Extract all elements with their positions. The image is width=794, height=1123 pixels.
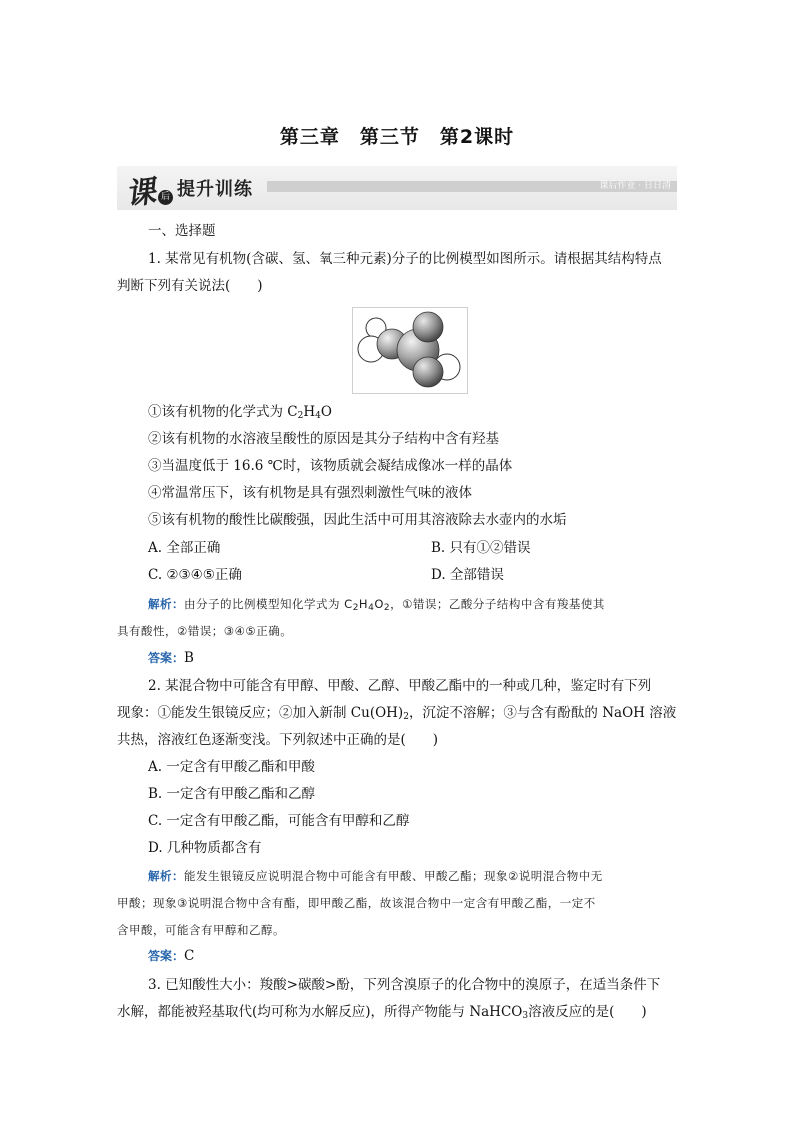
section-banner: [117, 166, 677, 213]
q2-option-b: B. 一定含有甲酸乙酯和乙醇: [148, 786, 316, 802]
q1-analysis-line-2: 具有酸性，②错误；③④⑤正确。: [117, 624, 293, 638]
q2-option-c: C. 一定含有甲酸乙酯，可能含有甲醇和乙醇: [148, 813, 410, 829]
q2-option-a: A. 一定含有甲酸乙酯和甲酸: [148, 759, 315, 775]
q2-stem-line-2: 现象：①能发生银镜反应；②加入新制 $Cu(OH)_2$，沉淀不溶解；③与含有酚酞的 NaOH 溶液: [117, 705, 677, 722]
banner-tag: 课后作业 · 日日清: [599, 181, 671, 191]
q1-option-c: C. ②③④⑤正确: [148, 567, 242, 583]
page-title: 第三章 第三节 第2课时: [279, 126, 515, 148]
q1-statement-5: ⑤该有机物的酸性比碳酸强，因此生活中可用其溶液除去水壶内的水垢: [148, 512, 567, 528]
q1-statement-4: ④常温常压下，该有机物是具有强烈刺激性气味的液体: [148, 485, 472, 501]
section-heading: 一、选择题: [148, 223, 216, 239]
banner-logo-badge: 后: [158, 190, 173, 205]
q1-statement-1: ①该有机物的化学式为 $C_2H_4O$: [148, 404, 332, 421]
q1-stem-line-2: 判断下列有关说法( ): [117, 278, 263, 294]
q1-option-d: D. 全部错误: [431, 567, 504, 583]
q1-stem-line-1: 1. 某常见有机物(含碳、氢、氧三种元素)分子的比例模型如图所示。请根据其结构特点: [148, 251, 662, 267]
q3-stem-line-1: 3. 已知酸性大小：羧酸>碳酸>酚，下列含溴原子的化合物中的溴原子，在适当条件下: [148, 977, 661, 993]
q1-option-a: A. 全部正确: [148, 540, 221, 556]
q2-analysis-line-3: 含甲酸，可能含有甲醇和乙醇。: [117, 923, 285, 937]
q3-stem-line-2: 水解，都能被羟基取代(均可称为水解反应)，所得产物能与 NaHCO$_3$溶液反应的是( ): [117, 1004, 647, 1021]
banner-logo: 课: [123, 174, 158, 213]
q2-analysis-line-2: 甲酸；现象③说明混合物中含有酯，即甲酸乙酯，故该混合物中一定含有甲酸乙酯，一定不: [117, 896, 596, 910]
q1-analysis-line-1: 解析：由分子的比例模型知化学式为 $C_2H_4O_2$，①错误；乙酸分子结构中含有羧基使其: [148, 597, 605, 613]
q1-statement-3: ③当温度低于 16.6 ℃时，该物质就会凝结成像冰一样的晶体: [148, 458, 513, 474]
q1-statement-2: ②该有机物的水溶液呈酸性的原因是其分子结构中含有羟基: [148, 431, 499, 447]
molecule-model-image: [352, 307, 468, 394]
q1-option-b: B. 只有①②错误: [431, 540, 531, 556]
banner-title: 提升训练: [177, 179, 253, 200]
q2-answer: 答案：C: [148, 948, 195, 964]
q2-option-d: D. 几种物质都含有: [148, 840, 262, 856]
q2-stem-line-1: 2. 某混合物中可能含有甲醇、甲酸、乙醇、甲酸乙酯中的一种或几种，鉴定时有下列: [148, 678, 652, 694]
q1-answer: 答案：B: [148, 650, 194, 666]
q2-analysis-line-1: 解析：能发生银镜反应说明混合物中可能含有甲酸、甲酸乙酯；现象②说明混合物中无: [148, 869, 603, 883]
q2-stem-line-3: 共热，溶液红色逐渐变浅。下列叙述中正确的是( ): [117, 732, 439, 748]
